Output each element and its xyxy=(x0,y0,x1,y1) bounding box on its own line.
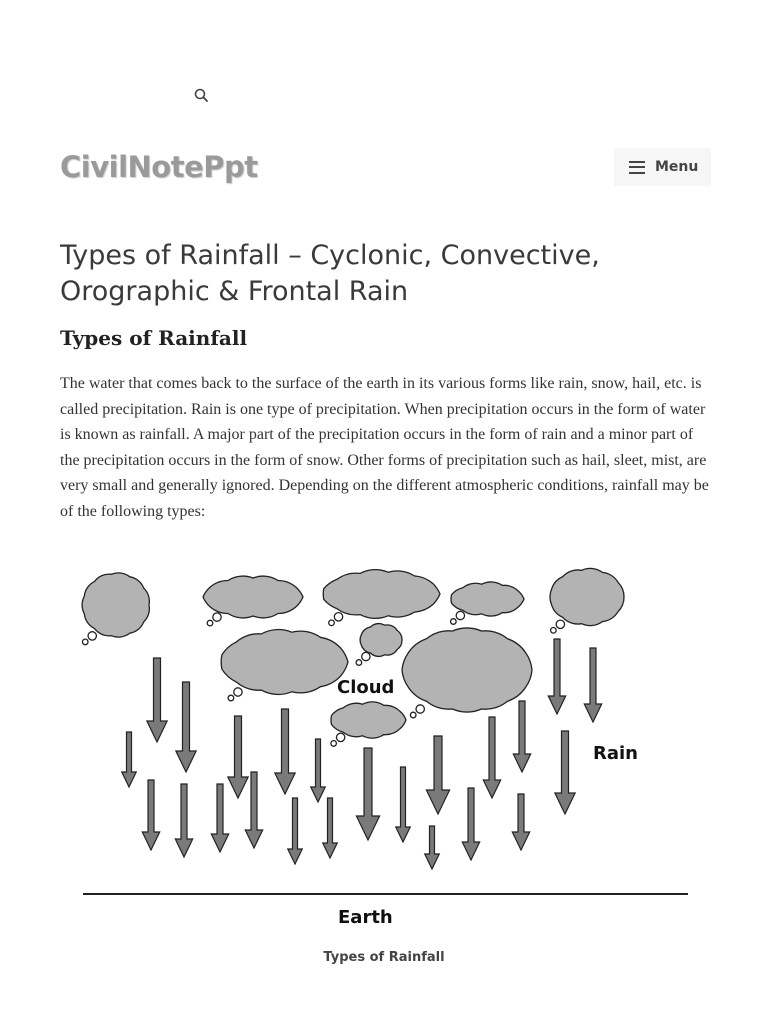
cloud-bubble xyxy=(456,611,464,619)
cloud-shape xyxy=(402,628,532,712)
rain-arrow xyxy=(356,748,379,840)
cloud-bubble xyxy=(556,620,564,628)
cloud-shape xyxy=(550,568,624,625)
cloud-bubble xyxy=(416,705,424,713)
rain-arrow xyxy=(175,784,192,857)
cloud-label: Cloud xyxy=(337,677,395,698)
rainfall-diagram xyxy=(80,562,692,942)
rain-arrow xyxy=(483,717,500,798)
rain-arrow xyxy=(147,658,167,742)
rain-arrow xyxy=(396,767,411,842)
cloud-shape xyxy=(203,576,303,618)
cloud-bubble xyxy=(82,639,88,645)
rain-arrow xyxy=(513,701,530,772)
rainfall-figure xyxy=(80,562,692,942)
search-icon xyxy=(192,86,212,106)
hamburger-icon xyxy=(629,161,645,174)
cloud-bubble xyxy=(362,652,370,660)
cloud-bubble xyxy=(410,712,416,718)
intro-paragraph: The water that comes back to the surface of the earth in its various forms like rain, snow, hail, etc. is called precipitation. Rain is one type of precipitation. When precipitation occurs in the form of water is known as rainfall. A major part of the precipitation occurs in the form of rain and a minor part of the precipitation occurs in the form of snow. Other forms of precipitation such as hail, sleet, mist, are very small and generally ignored. Depending on the different atmospheric conditions, rainfall may be of the following types: xyxy=(60,375,709,520)
menu-button[interactable] xyxy=(614,148,711,186)
cloud-shape xyxy=(331,702,406,738)
earth-label: Earth xyxy=(338,907,393,928)
rain-arrow xyxy=(228,716,248,798)
cloud-bubble xyxy=(451,619,457,625)
rain-arrow xyxy=(275,709,295,794)
rain-arrow xyxy=(462,788,479,860)
menu-label: Menu xyxy=(655,159,699,175)
rain-arrow xyxy=(512,794,529,850)
section-heading: Types of Rainfall xyxy=(60,326,248,350)
rain-arrow xyxy=(176,682,196,772)
cloud-bubble xyxy=(551,628,557,634)
cloud-shape xyxy=(82,573,149,637)
rain-arrow xyxy=(584,648,601,722)
rain-arrow xyxy=(142,780,159,850)
cloud-bubble xyxy=(228,695,234,701)
cloud-bubble xyxy=(234,688,242,696)
rain-arrow xyxy=(311,739,326,802)
cloud-shape xyxy=(360,624,402,657)
cloud-shape xyxy=(221,630,348,695)
rain-label: Rain xyxy=(593,743,638,764)
search-button[interactable] xyxy=(192,86,212,106)
rain-arrow xyxy=(425,826,440,869)
cloud-bubble xyxy=(88,632,96,640)
rain-arrow xyxy=(426,736,449,814)
site-title[interactable]: CivilNotePpt xyxy=(60,150,258,184)
rain-arrow xyxy=(288,798,303,864)
rain-arrow xyxy=(245,772,262,848)
cloud-bubble xyxy=(336,733,344,741)
cloud-bubble xyxy=(331,741,337,747)
figure-caption: Types of Rainfall xyxy=(323,950,445,965)
cloud-bubble xyxy=(213,613,221,621)
rain-arrow xyxy=(122,732,137,787)
cloud-bubble xyxy=(329,620,335,626)
cloud-bubble xyxy=(356,660,362,666)
rain-arrow xyxy=(211,784,228,852)
page-title: Types of Rainfall – Cyclonic, Convective, Orographic & Frontal Rain xyxy=(60,240,600,307)
rain-arrow xyxy=(323,798,338,858)
rain-arrow xyxy=(548,639,565,714)
rain-arrow xyxy=(555,731,575,814)
cloud-bubble xyxy=(334,613,342,621)
cloud-bubble xyxy=(207,620,213,626)
cloud-shape xyxy=(323,570,440,619)
